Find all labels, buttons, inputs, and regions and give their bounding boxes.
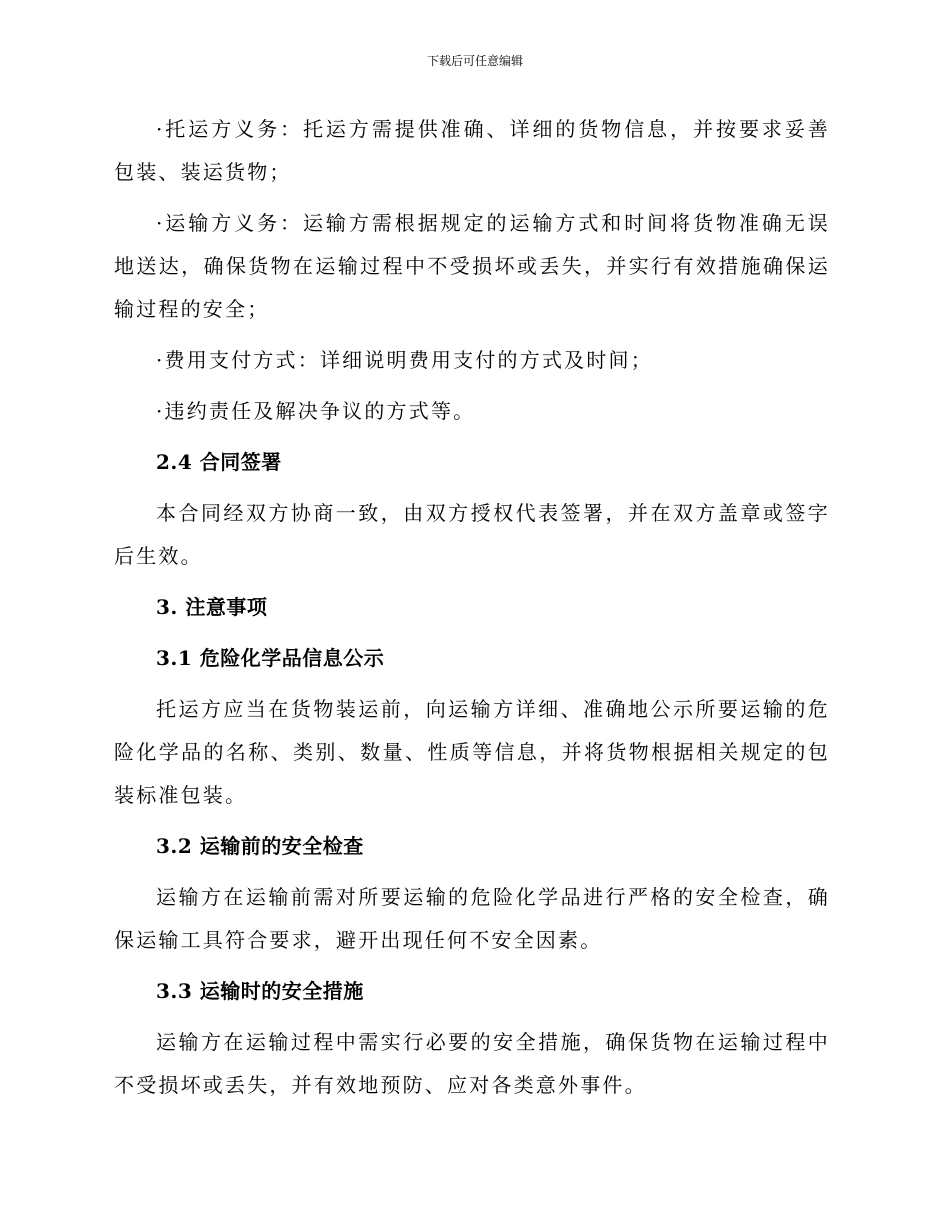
page-header: 下载后可任意编辑 (426, 54, 523, 68)
section-heading-3-2: 3.2 运输前的安全检查 (156, 834, 364, 858)
section-heading-3-3: 3.3 运输时的安全措施 (156, 979, 364, 1003)
paragraph-transport-safety: 运输方在运输过程中需实行必要的安全措施，确保货物在运输过程中不受损坏或丢失，并有效地预防、应对各类意外事件。 (114, 1030, 830, 1097)
paragraph-pre-transport-check: 运输方在运输前需对所要运输的危险化学品进行严格的安全检查，确保运输工具符合要求，避开出现任何不安全因素。 (114, 885, 830, 952)
list-item-shipper-obligations: ·托运方义务：托运方需提供准确、详细的货物信息，并按要求妥善包装、装运货物； (114, 117, 830, 184)
list-item-breach-liability: ·违约责任及解决争议的方式等。 (156, 399, 476, 423)
document-body (114, 108, 830, 1115)
list-item-carrier-obligations: ·运输方义务：运输方需根据规定的运输方式和时间将货物准确无误地送达，确保货物在运输过程中不受损坏或丢失，并实行有效措施确保运输过程的安全； (114, 211, 830, 321)
list-item-payment-method: ·费用支付方式：详细说明费用支付的方式及时间； (156, 348, 653, 372)
section-heading-3-1: 3.1 危险化学品信息公示 (156, 646, 385, 670)
paragraph-contract-signing: 本合同经双方协商一致，由双方授权代表签署，并在双方盖章或签字后生效。 (114, 501, 830, 568)
section-heading-2-4: 2.4 合同签署 (156, 450, 282, 474)
paragraph-chemical-disclosure: 托运方应当在货物装运前，向运输方详细、准确地公示所要运输的危险化学品的名称、类别、数量、性质等信息，并将货物根据相关规定的包装标准包装。 (114, 697, 830, 807)
section-heading-3: 3. 注意事项 (156, 595, 268, 619)
